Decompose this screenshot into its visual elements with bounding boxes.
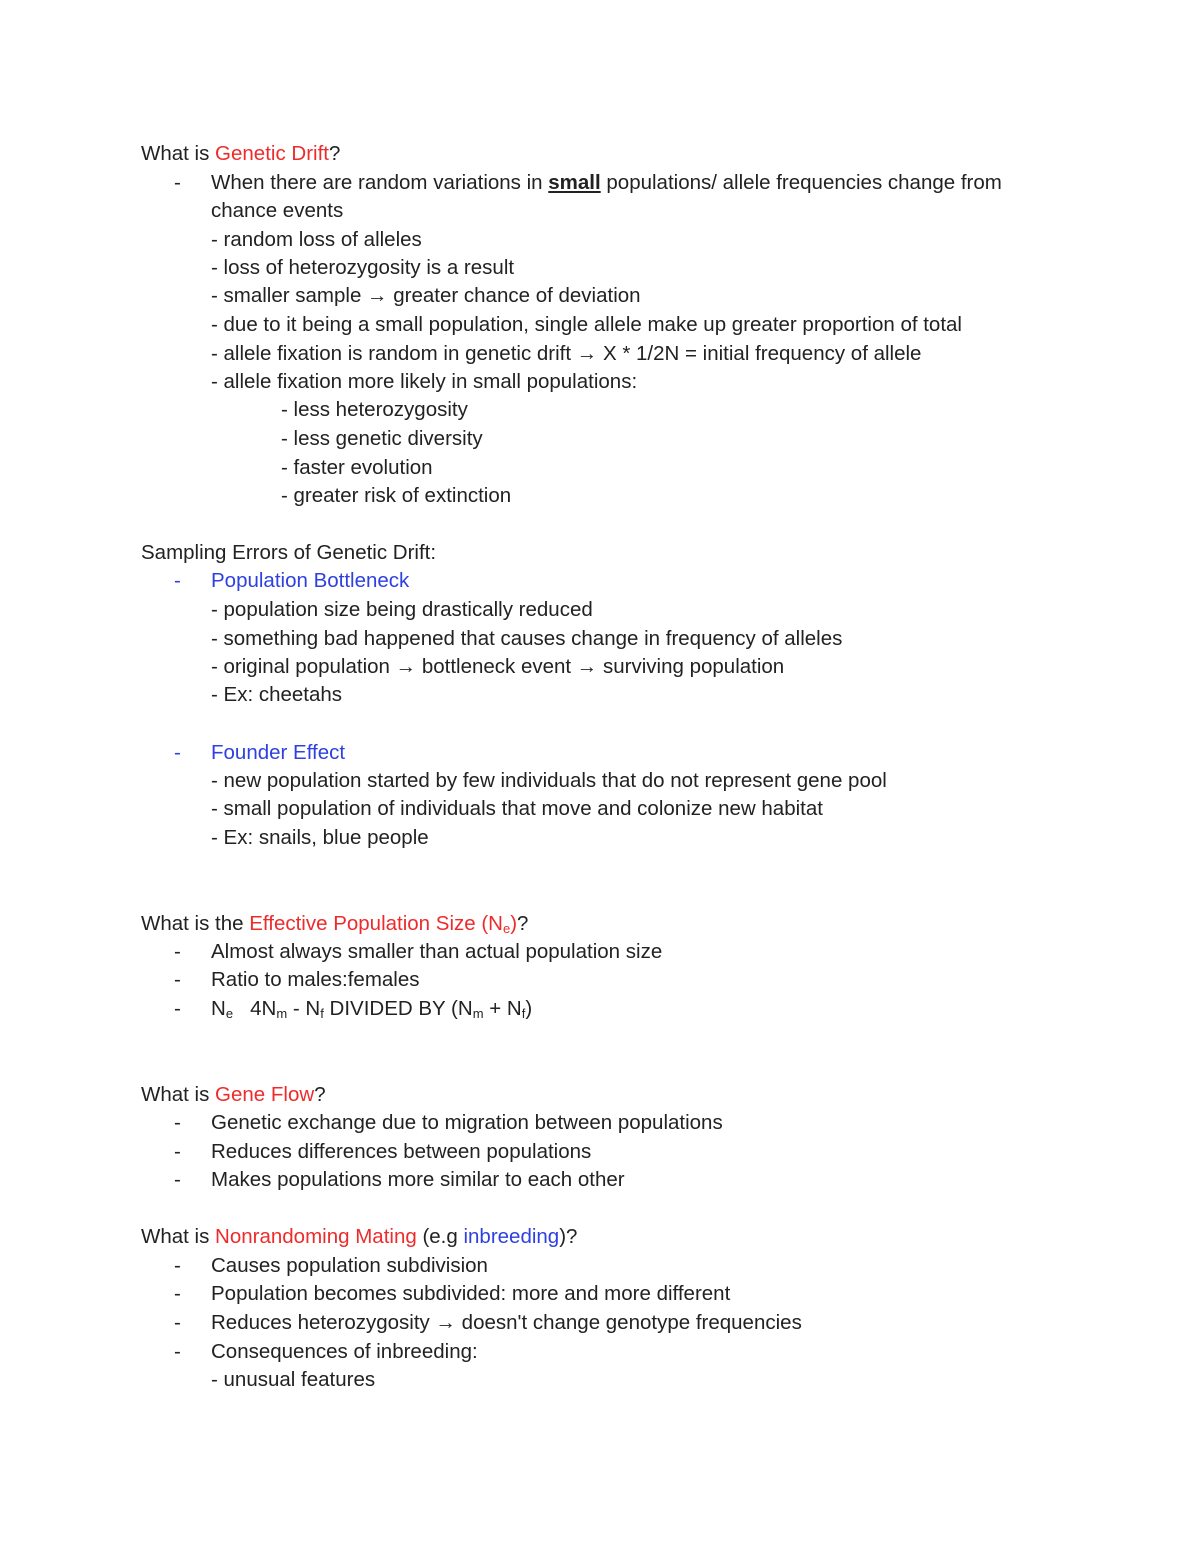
heading-text: ? xyxy=(517,912,529,935)
sub-item: - Ex: snails, blue people xyxy=(211,826,429,849)
bullet-dash: - xyxy=(174,741,181,764)
term-population-bottleneck: Population Bottleneck xyxy=(211,569,410,592)
term-gene-flow: Gene Flow xyxy=(215,1083,315,1106)
term-founder-effect: Founder Effect xyxy=(211,741,346,764)
sub-item: - random loss of alleles xyxy=(211,228,422,251)
bullet-dash: - xyxy=(174,1311,181,1334)
formula-text: ) xyxy=(525,997,533,1020)
sub-item: - smaller sample → greater chance of deviation xyxy=(211,284,641,307)
sub-item: - allele fixation is random in genetic drift → X * 1/2N = initial frequency of allele xyxy=(211,342,922,365)
heading-text: What is xyxy=(141,142,216,165)
bullet-dash: - xyxy=(174,1340,181,1363)
bullet-dash: - xyxy=(174,1254,181,1277)
heading-text: ? xyxy=(314,1083,326,1106)
formula-effective-size xyxy=(211,995,532,1023)
heading-text: )? xyxy=(559,1225,578,1248)
bullet-item: Reduces heterozygosity → doesn't change genotype frequencies xyxy=(211,1311,802,1334)
heading-sampling-errors: Sampling Errors of Genetic Drift: xyxy=(141,541,437,564)
term-nonrandoming-mating: Nonrandoming Mating xyxy=(215,1225,417,1248)
heading-effective-population-size xyxy=(141,910,528,938)
heading-text: What is the xyxy=(141,912,250,935)
bullet-item: Genetic exchange due to migration between populations xyxy=(211,1111,723,1134)
sub-item: - new population started by few individuals that do not represent gene pool xyxy=(211,769,887,792)
formula-text: DIVIDED BY (N xyxy=(323,997,473,1020)
bullet-dash: - xyxy=(174,569,181,592)
subscript: m xyxy=(472,1006,484,1021)
term-inbreeding: inbreeding xyxy=(463,1225,560,1248)
sub-sub-item: - less heterozygosity xyxy=(281,398,468,421)
bullet-dash: - xyxy=(174,940,181,963)
bullet-item: Makes populations more similar to each other xyxy=(211,1168,625,1191)
subscript: e xyxy=(225,1006,234,1021)
sub-item: - allele fixation more likely in small populations: xyxy=(211,370,638,393)
bullet-item: Almost always smaller than actual population size xyxy=(211,940,663,963)
term-text: ) xyxy=(510,912,518,935)
bullet-item xyxy=(211,169,1002,197)
bullet-item: Reduces differences between populations xyxy=(211,1140,592,1163)
sub-item: - small population of individuals that move and colonize new habitat xyxy=(211,797,823,820)
heading-text: ? xyxy=(328,142,341,165)
sub-item: - Ex: cheetahs xyxy=(211,683,343,706)
formula-text: N xyxy=(211,997,226,1020)
sub-item: - loss of heterozygosity is a result xyxy=(211,256,515,279)
bullet-dash: - xyxy=(174,1111,181,1134)
sub-item: - unusual features xyxy=(211,1368,376,1391)
subscript: f xyxy=(320,1006,324,1021)
subscript: f xyxy=(521,1006,526,1021)
bullet-dash: - xyxy=(174,1282,181,1305)
bullet-dash: - xyxy=(174,1140,181,1163)
sub-sub-item: - greater risk of extinction xyxy=(281,484,512,507)
term-text: Effective Population Size (N xyxy=(249,912,503,935)
heading-text: What is xyxy=(141,1225,216,1248)
term-genetic-drift: Genetic Drift xyxy=(215,142,329,165)
bullet-item: Population becomes subdivided: more and more different xyxy=(211,1282,731,1305)
bullet-text: populations/ allele frequencies change from xyxy=(600,171,1002,194)
heading-nonrandom-mating xyxy=(141,1223,577,1251)
bullet-item: Ratio to males:females xyxy=(211,968,420,991)
bullet-dash: - xyxy=(174,171,181,194)
heading-text: What is xyxy=(141,1083,216,1106)
heading-gene-flow xyxy=(141,1081,326,1109)
sub-item: - population size being drastically reduced xyxy=(211,598,593,621)
bullet-continuation: chance events xyxy=(211,199,344,222)
formula-text: - N xyxy=(287,997,321,1020)
bullet-text: When there are random variations in xyxy=(211,171,549,194)
heading-genetic-drift xyxy=(141,140,340,168)
heading-text: (e.g xyxy=(416,1225,464,1248)
sub-item: - original population → bottleneck event → surviving population xyxy=(211,655,785,678)
bullet-dash: - xyxy=(174,968,181,991)
sub-sub-item: - less genetic diversity xyxy=(281,427,483,450)
sub-item: - due to it being a small population, single allele make up greater proportion of total xyxy=(211,313,962,336)
subscript: m xyxy=(276,1006,288,1021)
formula-text: 4N xyxy=(233,997,277,1020)
formula-text: + N xyxy=(483,997,522,1020)
sub-item: - something bad happened that causes change in frequency of alleles xyxy=(211,627,843,650)
emphasis-small: small xyxy=(548,171,601,194)
sub-sub-item: - faster evolution xyxy=(281,456,433,479)
bullet-dash: - xyxy=(174,997,181,1020)
subscript: e xyxy=(502,921,511,936)
term-effective-population-size xyxy=(249,912,517,935)
bullet-dash: - xyxy=(174,1168,181,1191)
bullet-item: Consequences of inbreeding: xyxy=(211,1340,478,1363)
bullet-item: Causes population subdivision xyxy=(211,1254,488,1277)
